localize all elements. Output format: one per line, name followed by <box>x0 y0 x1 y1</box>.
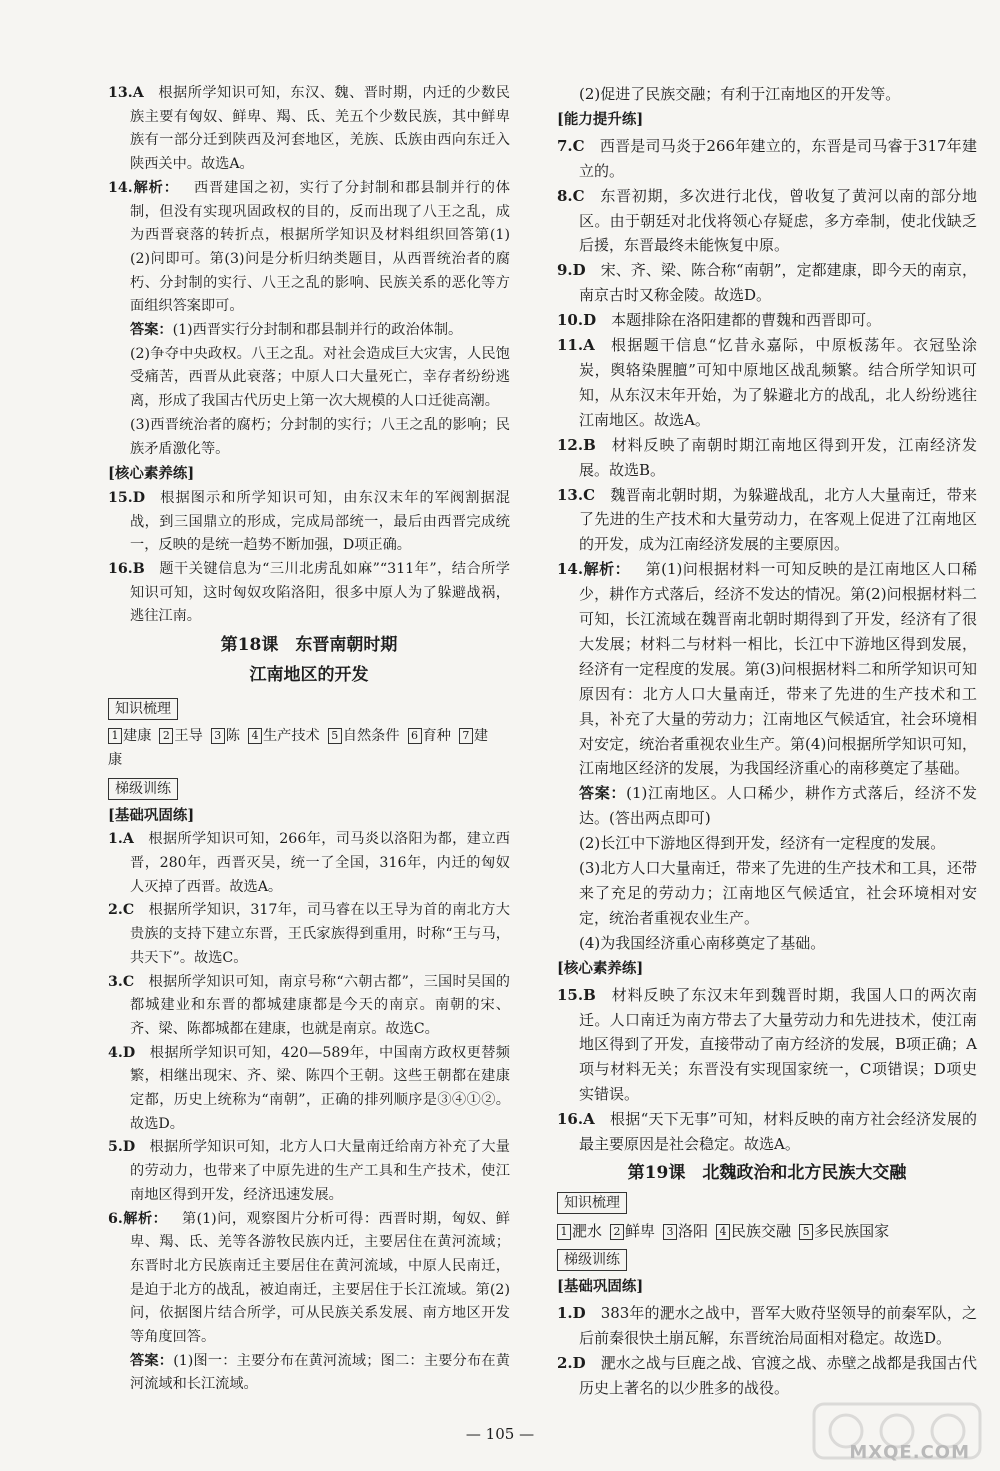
item-key: C <box>572 186 585 205</box>
knowledge-item <box>716 1222 791 1240</box>
item-text: 本题排除在洛阳建都的曹魏和西晋即可。 <box>611 311 882 330</box>
item-text: 魏晋南北朝时期，为躲避战乱，北方人大量南迁，带来了先进的生产技术和大量劳动力，在客观上促进了江南地区的开发，成为江南经济发展的主要原因。 <box>579 485 977 554</box>
answer-item <box>108 1042 510 1137</box>
item-key: C <box>122 973 135 990</box>
boxed-label: 梯级训练 <box>108 778 178 800</box>
answer-item <box>108 1208 510 1350</box>
item-key: A <box>583 1110 595 1129</box>
knowledge-term: 育种 <box>422 728 451 745</box>
knowledge-term: 生产技术 <box>262 728 320 745</box>
lesson-title: 第19课 北魏政治和北方民族大交融 <box>627 1162 907 1183</box>
item-text: 根据题干信息“忆昔永嘉际，中原板荡年。衣冠坠涂炭，舆辂染腥膻”可知中原地区战乱频繁。结合所学知识可知，从东汉末年开始，为了躲避北方的战乱，北人纷纷逃往江南地区。故选A。 <box>579 336 977 429</box>
answer-label: 答案： <box>130 1352 174 1369</box>
item-key: D <box>572 1353 586 1372</box>
answer-line <box>108 319 510 343</box>
knowledge-item <box>159 728 202 744</box>
item-text: 根据所学知识，317年，司马睿在以王导为首的南北方大贵族的支持下建立东晋，王氏家族得到重用，时称“王与马，共天下”。故选C。 <box>130 902 510 966</box>
section-heading: [能力提升练] <box>557 110 644 128</box>
item-text: 西晋建国之初，实行了分封制和郡县制并行的体制，但没有实现巩固政权的目的，反而出现了八王之乱，成为西晋衰落的转折点，根据所学知识及材料组织回答第(1)(2)问即可。第(3)问是分析归纳类题目，从西晋统治者的腐朽、分封制的实行、八王之乱的影响、民族关系的恶化等方面组织答案即可。 <box>130 179 510 315</box>
item-number: 5. <box>108 1139 123 1156</box>
item-number: 14. <box>108 179 133 196</box>
knowledge-item <box>328 728 400 744</box>
knowledge-term: 建康 <box>123 728 152 745</box>
page-number: — 105 — <box>465 1425 535 1443</box>
knowledge-item <box>799 1222 889 1240</box>
knowledge-term: 淝水 <box>572 1221 603 1240</box>
knowledge-number: 7 <box>459 728 473 744</box>
answer-item <box>108 828 510 899</box>
answer-label: 答案： <box>579 784 627 803</box>
item-text: 材料反映了南朝时期江南地区得到开发，江南经济发展。故选B。 <box>579 435 977 479</box>
knowledge-number: 1 <box>557 1224 571 1240</box>
answer-item <box>557 433 977 483</box>
answer-text: (1)江南地区。人口稀少，耕作方式落后，经济不发达。(答出两点即可) <box>579 784 977 828</box>
boxed-label-wrap <box>108 775 510 803</box>
item-text: 淝水之战与巨鹿之战、官渡之战、赤壁之战都是我国古代历史上著名的以少胜多的战役。 <box>579 1353 977 1397</box>
answer-continuation: (2)争夺中央政权。八王之乱。对社会造成巨大灾害，人民饱受痛苦，西晋从此衰落；中原人口大量死亡，幸存者纷纷逃离，形成了我国古代历史上第一次大规模的人口迁徙高潮。 <box>130 345 510 410</box>
lesson-title: 第18课 东晋南朝时期 <box>220 635 398 656</box>
answer-text: (1)图一：主要分布在黄河流域；图二：主要分布在黄河流域和长江流域。 <box>130 1352 510 1393</box>
answer-item <box>557 557 977 781</box>
knowledge-item <box>108 728 151 744</box>
answer-item <box>557 258 977 308</box>
item-key: 解析： <box>583 560 631 579</box>
answer-line <box>108 1350 510 1397</box>
item-number: 16. <box>108 561 133 578</box>
item-key: 解析： <box>132 179 179 196</box>
item-number: 13. <box>557 485 584 504</box>
knowledge-list <box>557 1219 977 1244</box>
left-column <box>108 82 510 1397</box>
item-key: D <box>572 261 586 280</box>
item-text: 383年的淝水之战中，晋军大败苻坚领导的前秦军队，之后前秦很快土崩瓦解，东晋统治局面相对稳定。故选D。 <box>579 1303 977 1347</box>
knowledge-term: 建康 <box>108 728 489 768</box>
boxed-label: 知识梳理 <box>108 698 178 720</box>
answer-item <box>557 134 977 184</box>
item-number: 11. <box>557 336 584 355</box>
answer-item <box>557 1301 977 1351</box>
answer-item <box>557 983 977 1108</box>
answer-item <box>557 1107 977 1157</box>
item-key: D <box>583 311 597 330</box>
answer-item <box>557 333 977 433</box>
section-heading: [核心素养练] <box>557 959 644 977</box>
item-text: 根据图示和所学知识可知，由东汉末年的军阀割据混战，到三国鼎立的形成，完成局部统一，最后由西晋完成统一，反映的是统一趋势不断加强，D项正确。 <box>130 489 510 554</box>
answer-item <box>108 971 510 1042</box>
item-number: 12. <box>557 435 584 454</box>
item-number: 14. <box>557 560 584 579</box>
knowledge-list <box>108 725 510 772</box>
knowledge-item <box>408 728 451 744</box>
knowledge-number: 1 <box>108 728 122 744</box>
item-number: 3. <box>108 973 123 990</box>
item-number: 16. <box>557 1110 584 1129</box>
answer-item <box>108 82 510 177</box>
knowledge-item <box>663 1222 708 1240</box>
item-text: 材料反映了东汉末年到魏晋时期，我国人口的两次南迁。人口南迁为南方带去了大量劳动力和先进技术，使江南地区得到了开发，直接带动了南方经济的发展，B项正确；A项与材料无关；东晋没有实现国家统一，C项错误；D项史实错误。 <box>579 985 977 1104</box>
knowledge-number: 2 <box>159 728 173 744</box>
section-heading: [基础巩固练] <box>557 1277 644 1295</box>
knowledge-number: 5 <box>799 1224 813 1240</box>
answer-continuation: (3)西晋统治者的腐朽；分封制的实行；八王之乱的影响；民族矛盾激化等。 <box>130 416 510 457</box>
item-key: A <box>122 831 134 848</box>
answer-continuation: (3)北方人口大量南迁，带来了先进的生产技术和工具，还带来了充足的劳动力；江南地区气候适宜，社会环境相对安定，统治者重视农业生产。 <box>579 859 977 927</box>
item-key: B <box>583 985 596 1004</box>
answer-item <box>108 177 510 319</box>
item-key: D <box>572 1303 586 1322</box>
item-text: 宋、齐、梁、陈合称“南朝”，定都建康，即今天的南京，南京古时又称金陵。故选D。 <box>579 261 977 305</box>
boxed-label: 梯级训练 <box>557 1249 627 1271</box>
item-number: 8. <box>557 186 573 205</box>
knowledge-number: 4 <box>248 728 262 744</box>
item-number: 7. <box>557 136 573 155</box>
answer-text: (1)西晋实行分封制和郡县制并行的政治体制。 <box>172 322 463 339</box>
answer-item <box>557 1351 977 1401</box>
boxed-label: 知识梳理 <box>557 1192 627 1214</box>
lesson-subtitle: 江南地区的开发 <box>249 665 369 686</box>
item-text: 第(1)问，观察图片分析可得：西晋时期，匈奴、鲜卑、羯、氐、羌等各游牧民族内迁，主要居住在黄河流域；东晋时北方民族南迁主要居住在黄河流域，中原人民南迁，是迫于北方的战乱，被迫南迁，主要居住于长江流域。第(2)问，依据图片结合所学，可从民族关系发展、南方地区开发等角度回答。 <box>130 1210 510 1346</box>
knowledge-number: 3 <box>211 728 225 744</box>
right-column <box>557 82 977 1400</box>
knowledge-item <box>211 728 240 744</box>
item-key: 解析： <box>122 1210 168 1227</box>
answer-continuation: (2)促进了民族交融；有利于江南地区的开发等。 <box>579 85 901 103</box>
answer-label: 答案： <box>130 322 173 339</box>
item-text: 根据“天下无事”可知，材料反映的南方社会经济发展的最主要原因是社会稳定。故选A。 <box>579 1110 977 1154</box>
item-number: 15. <box>557 985 584 1004</box>
knowledge-item <box>557 1222 602 1240</box>
boxed-label-wrap <box>108 695 510 723</box>
item-text: 东晋初期，多次进行北伐，曾收复了黄河以南的部分地区。由于朝廷对北伐将领心存疑虑，多方牵制，使北伐缺乏后援，东晋最终未能恢复中原。 <box>579 186 977 255</box>
watermark-url: MXQE.COM <box>849 1442 970 1463</box>
item-text: 根据所学知识可知，北方人口大量南迁给南方补充了大量的劳动力，也带来了中原先进的生产工具和生产技术，使江南地区得到开发，经济迅速发展。 <box>130 1139 510 1203</box>
boxed-label-wrap <box>557 1189 977 1217</box>
knowledge-term: 洛阳 <box>678 1221 709 1240</box>
knowledge-item <box>248 728 320 744</box>
answer-item <box>557 483 977 558</box>
knowledge-number: 4 <box>716 1224 730 1240</box>
item-key: D <box>132 489 145 506</box>
answer-item <box>108 899 510 970</box>
item-text: 第(1)问根据材料一可知反映的是江南地区人口稀少，耕作方式落后，经济不发达的情况。第(2)问根据材料二可知，长江流域在魏晋南北朝时期得到了开发，经济有了很大发展；材料二与材料一相比，长江中下游地区得到发展，经济有一定程度的发展。第(3)问根据材料二和所学知识可知原因有：北方人口大量南迁，带来了先进的生产技术和工具，补充了大量的劳动力；江南地区气候适宜，社会环境相对安定，统治者重视农业生产。第(4)问根据所学知识可知，江南地区经济的发展，为我国经济重心的南移奠定了基础。 <box>579 560 977 778</box>
item-key: A <box>583 336 595 355</box>
answer-continuation: (4)为我国经济重心南移奠定了基础。 <box>579 933 826 952</box>
item-number: 2. <box>108 902 123 919</box>
item-number: 1. <box>108 831 123 848</box>
item-text: 根据所学知识可知，东汉、魏、晋时期，内迁的少数民族主要有匈奴、鲜卑、羯、氐、羌五个少数民族，其中鲜卑族有一部分迁到陕西及河套地区，羌族、氐族由西向东迁入陕西关中。故选A。 <box>130 85 510 173</box>
item-number: 9. <box>557 261 573 280</box>
item-key: D <box>122 1044 136 1061</box>
answer-line <box>557 781 977 831</box>
item-number: 4. <box>108 1044 123 1061</box>
knowledge-number: 3 <box>663 1224 677 1240</box>
knowledge-term: 自然条件 <box>342 728 400 745</box>
item-key: B <box>132 561 145 578</box>
item-key: C <box>583 485 596 504</box>
item-text: 根据所学知识可知，420—589年，中国南方政权更替频繁，相继出现宋、齐、梁、陈四个王朝。这些王朝都在建康定都，历史上统称为“南朝”，正确的排列顺序是③④①②。故选D。 <box>130 1044 510 1132</box>
item-key: B <box>583 435 596 454</box>
answer-item <box>108 487 510 558</box>
knowledge-term: 民族交融 <box>731 1221 792 1240</box>
knowledge-number: 2 <box>610 1224 624 1240</box>
knowledge-item <box>610 1222 655 1240</box>
answer-item <box>557 308 977 333</box>
section-heading: [基础巩固练] <box>108 806 195 824</box>
answer-item <box>108 1136 510 1207</box>
knowledge-term: 鲜卑 <box>625 1221 656 1240</box>
item-number: 13. <box>108 85 133 101</box>
item-number: 10. <box>557 311 584 330</box>
answer-item <box>557 184 977 259</box>
item-number: 1. <box>557 1303 573 1322</box>
item-text: 题干关键信息为“三川北虏乱如麻”“311年”，结合所学知识可知，这时匈奴攻陷洛阳，很多中原人为了躲避战祸，逃往江南。 <box>130 561 510 625</box>
item-number: 6. <box>108 1210 123 1227</box>
knowledge-term: 多民族国家 <box>814 1221 890 1240</box>
item-text: 根据所学知识可知，266年，司马炎以洛阳为都，建立西晋，280年，西晋灭吴，统一了全国，316年，内迁的匈奴人灭掉了西晋。故选A。 <box>130 831 510 895</box>
section-heading: [核心素养练] <box>108 465 195 483</box>
knowledge-term: 陈 <box>225 728 240 745</box>
item-key: C <box>122 902 135 919</box>
knowledge-number: 5 <box>328 728 342 744</box>
knowledge-term: 王导 <box>174 728 203 745</box>
item-text: 西晋是司马炎于266年建立的，东晋是司马睿于317年建立的。 <box>579 136 977 180</box>
item-number: 15. <box>108 489 133 506</box>
item-number: 2. <box>557 1353 573 1372</box>
knowledge-number: 6 <box>408 728 422 744</box>
boxed-label-wrap <box>557 1246 977 1274</box>
item-text: 根据所学知识可知，南京号称“六朝古都”，三国时吴国的都城建业和东晋的都城建康都是今天的南京。南朝的宋、齐、梁、陈都城都在建康，也就是南京。故选C。 <box>130 973 510 1037</box>
answer-continuation: (2)长江中下游地区得到开发，经济有一定程度的发展。 <box>579 834 946 853</box>
item-key: A <box>132 85 144 101</box>
item-key: D <box>122 1139 136 1156</box>
item-key: C <box>572 136 585 155</box>
answer-item <box>108 558 510 629</box>
